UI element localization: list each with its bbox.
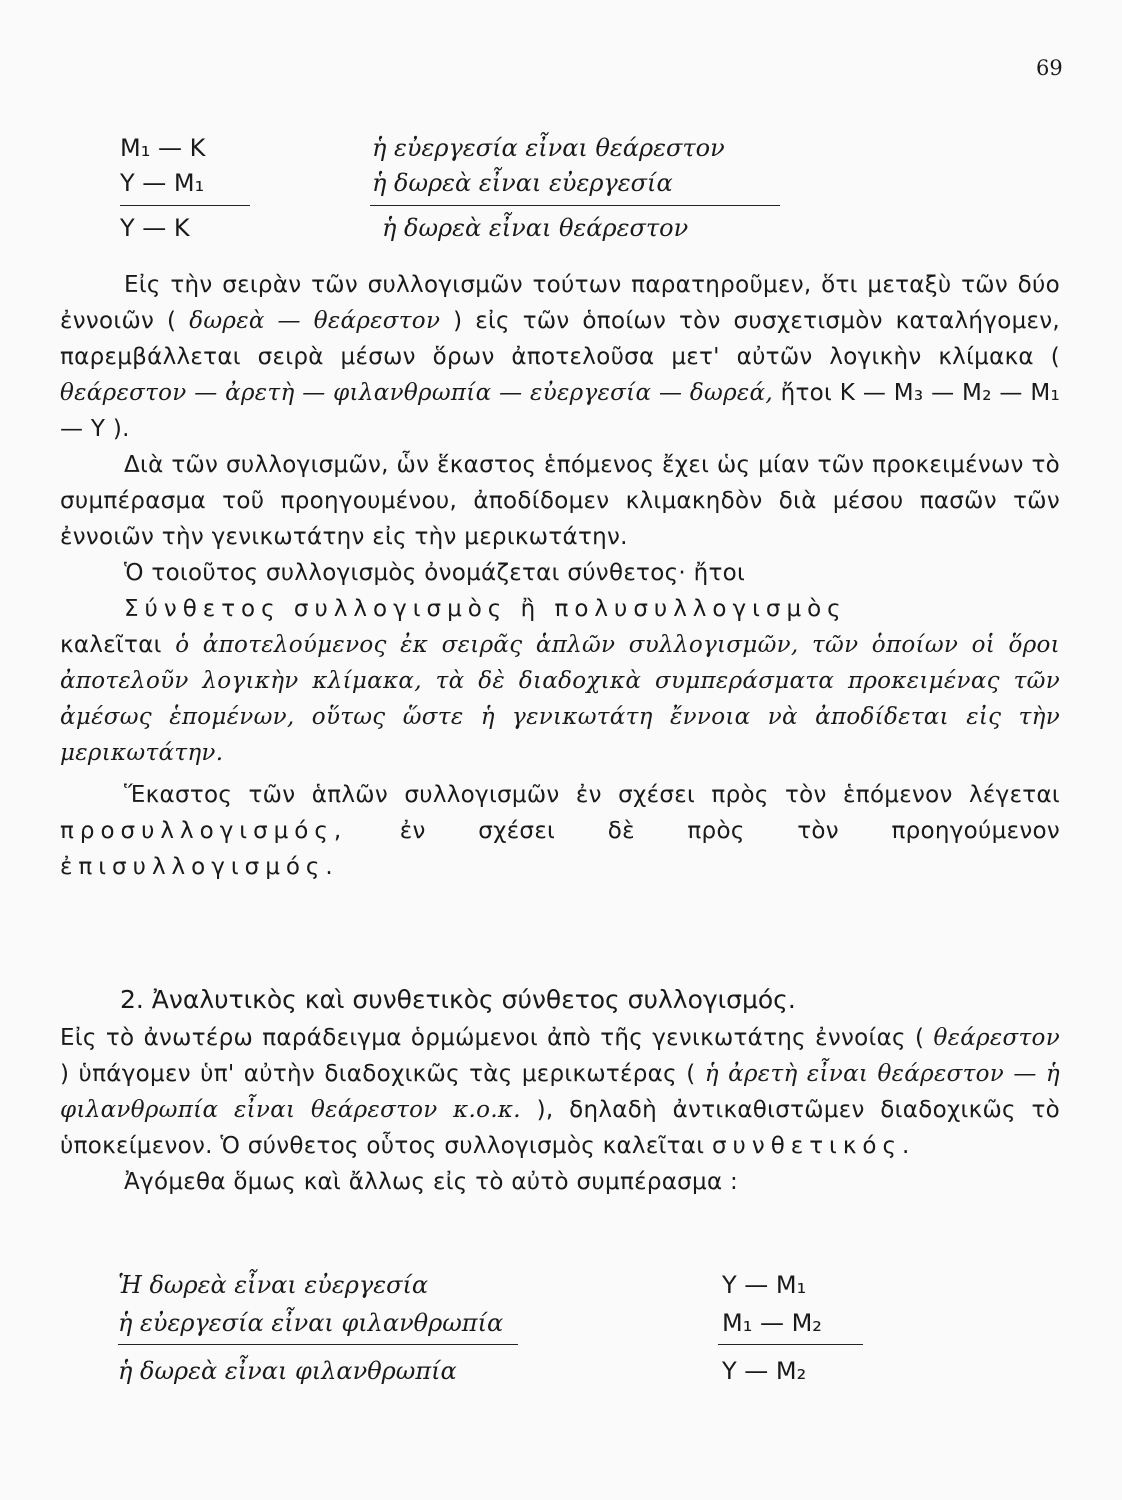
body-text-1	[60, 267, 1060, 885]
syllogism-2-conclusion: ἡ δωρεὰ εἶναι φιλανθρωπία	[118, 1357, 457, 1385]
syllogism-2-conclusion-formula: Y — M₂	[722, 1357, 807, 1385]
paragraph-1: Εἰς τὴν σειρὰν τῶν συλλογισμῶν τούτων παρατηροῦμεν, ὅτι μεταξὺ τῶν δύο ἐννοιῶν ( δωρεὰ — θεάρεστον ) εἰς τῶν ὁποίων τὸν συσχετισμὸν καταλήγομεν, παρεμβάλλεται σειρὰ μέσων ὅρων ἀποτελοῦσα μετ' αὐτῶν λογικὴν κλίμακα ( θεάρεστον — ἀρετὴ — φιλανθρωπία — εὐεργεσία — δωρεά, ἤτοι K — M₃ — M₂ — M₁ — Y ).	[60, 272, 1061, 442]
syllogism-2-formula-1: Y — M₁	[722, 1271, 807, 1299]
syllogism-1-formula-1: M₁ — K	[120, 134, 206, 162]
body-text-2	[60, 1020, 1060, 1200]
section-heading: 2. Ἀναλυτικὸς καὶ συνθετικὸς σύνθετος συλλογισμός.	[120, 985, 796, 1014]
syllogism-1	[0, 0, 1122, 260]
syllogism-1-text-rule	[370, 205, 780, 206]
paragraph-3: Ὁ τοιοῦτος συλλογισμὸς ὀνομάζεται σύνθετος· ἤτοι	[124, 560, 746, 586]
paragraph-6: Ἀγόμεθα ὅμως καὶ ἄλλως εἰς τὸ αὐτὸ συμπέρασμα :	[124, 1169, 739, 1195]
syllogism-2-text-rule	[118, 1344, 518, 1345]
definition-text: καλεῖται ὁ ἀποτελούμενος ἐκ σειρᾶς ἁπλῶν συλλογισμῶν, τῶν ὁποίων οἱ ὅροι ἀποτελοῦν λογικὴν κλίμακα, τὰ δὲ διαδοχικὰ συμπεράσματα προκειμένας τῶν ἀμέσως ἑπομένων, οὕτως ὥστε ἡ γενικωτάτη ἔννοια νὰ ἀποδίδεται εἰς τὴν μερικωτάτην.	[60, 632, 1060, 766]
definition-term: Σύνθετος συλλογισμὸς ἢ πολυσυλλογισμὸς	[124, 596, 847, 622]
paragraph-5: Εἰς τὸ ἀνωτέρω παράδειγμα ὁρμώμενοι ἀπὸ τῆς γενικωτάτης ἐννοίας ( θεάρεστον ) ὑπάγομεν ὑπ' αὐτὴν διαδοχικῶς τὰς μερικωτέρας ( ἡ ἀρετὴ εἶναι θεάρεστον — ἡ φιλανθρωπία εἶναι θεάρεστον κ.ο.κ. ), δηλαδὴ ἀντικαθιστῶμεν διαδοχικῶς τὸ ὑποκείμενον. Ὁ σύνθετος οὗτος συλλογισμὸς καλεῖται συνθετικός.	[60, 1025, 1061, 1159]
syllogism-2-premise-2: ἡ εὐεργεσία εἶναι φιλανθρωπία	[118, 1309, 504, 1337]
syllogism-2-premise-1: Ἡ δωρεὰ εἶναι εὐεργεσία	[118, 1271, 429, 1299]
paragraph-2: Διὰ τῶν συλλογισμῶν, ὧν ἕκαστος ἑπόμενος ἔχει ὡς μίαν τῶν προκειμένων τὸ συμπέρασμα τοῦ προηγουμένου, ἀποδίδομεν κλιμακηδὸν διὰ μέσου πασῶν τῶν ἐννοιῶν τὴν γενικωτάτην εἰς τὴν μερικωτάτην.	[60, 452, 1060, 550]
syllogism-1-premise-2: ἡ δωρεὰ εἶναι εὐεργεσία	[372, 169, 673, 197]
syllogism-1-premise-1: ἡ εὐεργεσία εἶναι θεάρεστον	[372, 134, 725, 162]
paragraph-4: Ἕκαστος τῶν ἁπλῶν συλλογισμῶν ἐν σχέσει πρὸς τὸν ἑπόμενον λέγεται προσυλλογισμός, ἐν σχέσει δὲ πρὸς τὸν προηγούμενον ἐπισυλλογισμός.	[60, 782, 1060, 880]
syllogism-2-formula-2: M₁ — M₂	[722, 1309, 822, 1337]
page-number: 69	[1036, 56, 1063, 80]
syllogism-1-formula-2: Y — M₁	[120, 169, 205, 197]
syllogism-2-formula-rule	[718, 1344, 863, 1345]
syllogism-1-conclusion: ἡ δωρεὰ εἶναι θεάρεστον	[382, 214, 689, 242]
syllogism-1-conclusion-formula: Y — K	[120, 214, 190, 242]
syllogism-1-formula-rule	[120, 205, 250, 206]
